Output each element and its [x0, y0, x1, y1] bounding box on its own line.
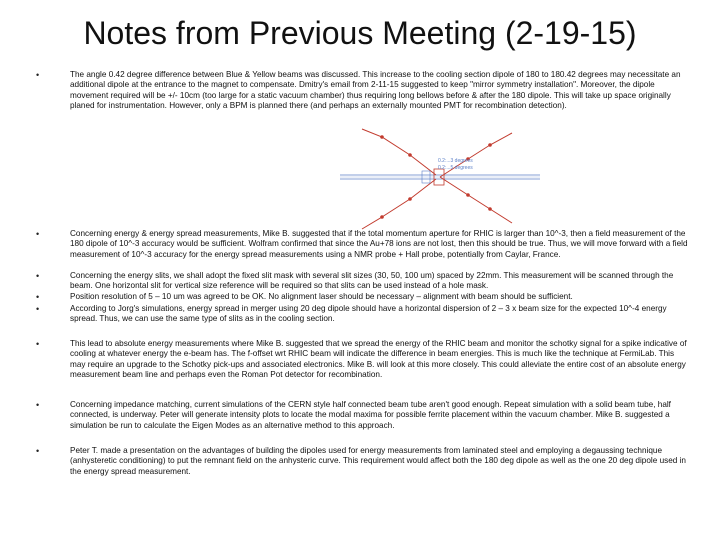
- bullet-marker: •: [36, 292, 40, 302]
- note-item: The angle 0.42 degree difference between Blue & Yellow beams was discussed. This increase to the cooling section dipole of 180 to 180.42 degrees may necessitate an additional dipole at the entrance to the magnet to compensate. Dmitry's email from 2-11-15 suggested to keep "mirror symmetry installation". Moreover, the dipole movement required will be +/- 10cm (too large for a static vacuum chamber) thus requiring long bellows before & after the 180 dipole. This will take up space originally planed for instrumentation. However, only a BPM is planned there (and perhaps an externally mounted PMT for recombination detection).: [70, 70, 681, 111]
- note-item: This lead to absolute energy measurements where Mike B. suggested that we spread the energy of the RHIC beam and monitor the schotky signal for a spike indicative of cooling at whatever energy the e-beam has. The f-offset wrt RHIC beam will indicate the difference in beam energies. This is much like the technique at FermiLab. This may require an upgrade to the Schotky pick-ups and associated electronics. Mike B. will look at this more closely. This could alleviate the entire cost of an absolute energy measurement beam line and perhaps even the Roman Pot detector for recombination.: [70, 339, 687, 380]
- bullet-marker: •: [36, 229, 40, 239]
- note-item: Concerning energy & energy spread measurements, Mike B. suggested that if the total momentum aperture for RHIC is larger than 10^-3, then a field measurement of the 180 dipole of 10^-3 accuracy would be sufficient. Wolfram confirmed that since the Au+78 ions are not lost, then this should be true. Thus, we will move forward with a field measurement of 10^-3 accuracy for the energy spread measurements using a NMR probe + Hall probe, potentially from Caylar, France.: [70, 229, 688, 259]
- bullet-marker: •: [36, 271, 40, 281]
- dipole-geometry-diagram: [340, 127, 540, 235]
- bullet-marker: •: [36, 304, 40, 314]
- bullet-marker: •: [36, 446, 40, 456]
- note-item: Peter T. made a presentation on the advantages of building the dipoles used for energy measurements from laminated steel and employing a degaussing technique (anhysteretic conditioning) to put the remnant field on the anhysteric curve. This requirement would affect both the 180 deg dipole as well as the one 20 deg dipole used in the energy spread measurement.: [70, 446, 686, 476]
- page-title: Notes from Previous Meeting (2-19-15): [83, 15, 637, 51]
- note-item: According to Jorg's simulations, energy spread in merger using 20 deg dipole should have a horizontal dispersion of 2 – 3 x beam size for the expected 10^-4 energy spread. Thus, we can use the same type of slits as in the cooling section.: [70, 304, 667, 324]
- bullet-marker: •: [36, 339, 40, 349]
- bullet-marker: •: [36, 70, 40, 80]
- note-item: Concerning the energy slits, we shall adopt the fixed slit mask with several slit sizes (30, 50, 100 um) spaced by 22mm. This measurement will be scanned through the beam. One horizontal slit for vertical size reference will be required so that slits can be used instead of a hole mask.: [70, 271, 674, 291]
- angle-label-2: 0.2:...5 degrees: [438, 165, 473, 171]
- bullet-marker: •: [36, 400, 40, 410]
- note-item: Concerning impedance matching, current simulations of the CERN style half connected beam tube aren't good enough. Repeat simulation with a solid beam tube, half connected, is underway. Peter will generate intensity plots to locate the modal maxima for possible ferrite placement within the vacuum chamber. Mike B. suggested a simulation be run to calculate the Eigen Modes as an alternative method to this approach.: [70, 400, 671, 430]
- note-item: Position resolution of 5 – 10 um was agreed to be OK. No alignment laser should be necessary – alignment with beam should be sufficient.: [70, 292, 573, 301]
- angle-label-1: 0.2:...3 degrees: [438, 158, 473, 164]
